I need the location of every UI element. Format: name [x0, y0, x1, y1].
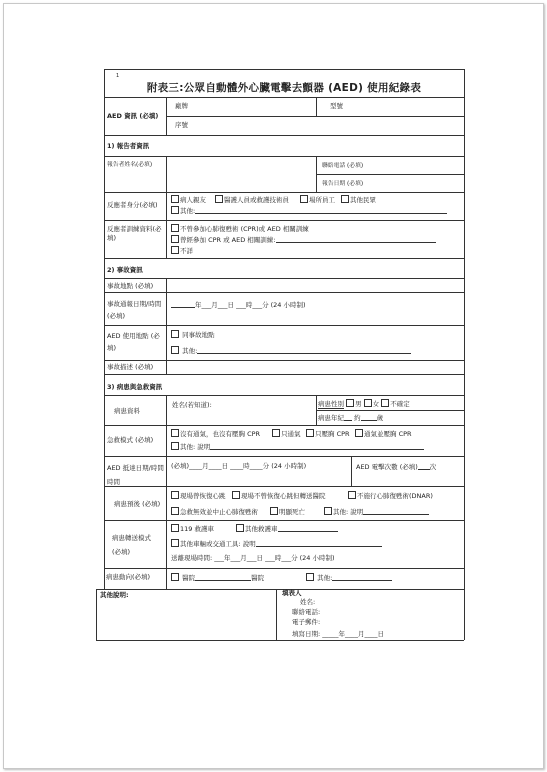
- aed-serial-label: 序號: [175, 121, 188, 129]
- checkbox[interactable]: [381, 399, 389, 407]
- identity-option-2[interactable]: 醫護人員或救護技術員: [215, 195, 289, 205]
- checkbox[interactable]: [324, 507, 332, 515]
- aed-brand-field[interactable]: [214, 100, 312, 114]
- identity-other[interactable]: 其他:: [171, 206, 447, 216]
- reporter-section-title: 1) 報告者資訊: [107, 142, 150, 150]
- event-location-field[interactable]: [168, 280, 462, 291]
- aed-arrival-label: AED 抵達日期/時間 時間: [107, 464, 164, 486]
- filler-phone[interactable]: 聯絡電話:: [292, 608, 321, 616]
- rescue-option-2[interactable]: 只通氣: [272, 429, 301, 439]
- aed-info-label: AED 資訊 (必填): [107, 112, 159, 120]
- event-description-label: 事故描述 (必填): [107, 363, 154, 371]
- checkbox[interactable]: [171, 330, 179, 338]
- identity-option-3[interactable]: 場所員工: [300, 195, 335, 205]
- aed-location-label: AED 使用地點 (必填): [107, 332, 160, 352]
- aed-model-field[interactable]: [360, 100, 460, 114]
- checkbox[interactable]: [232, 491, 240, 499]
- checkbox[interactable]: [171, 246, 179, 254]
- prognosis-option-1[interactable]: 現場曾恢復心跳: [171, 491, 226, 501]
- filler-name[interactable]: 姓名:: [300, 598, 316, 606]
- checkbox[interactable]: [215, 195, 223, 203]
- checkbox[interactable]: [171, 539, 179, 547]
- checkbox[interactable]: [171, 524, 179, 532]
- event-time-field[interactable]: 年___月___日 ___時___分 (24 小時制): [171, 300, 306, 310]
- reporter-date-label: 報告日期 (必填): [322, 181, 364, 187]
- shock-count[interactable]: AED 電擊次數 (必填) 次: [356, 463, 437, 471]
- filler-title: 填表人: [282, 589, 302, 597]
- reporter-date-field[interactable]: [380, 177, 462, 190]
- reporter-identity-label: 反應者身分(必填): [107, 201, 158, 209]
- checkbox[interactable]: [306, 429, 314, 437]
- checkbox[interactable]: [355, 429, 363, 437]
- rescue-mode-label: 急救模式 (必填): [107, 436, 154, 444]
- transfer-label: 病患轉送模式 (必填): [112, 534, 151, 556]
- checkbox[interactable]: [171, 224, 179, 232]
- rescue-option-4[interactable]: 通氣並壓胸 CPR: [355, 429, 412, 439]
- transfer-time[interactable]: 送離現場時間: ___年___月___日 ___時___分 (24 小時制): [171, 554, 335, 562]
- destination-label: 病患動向(必填): [106, 573, 151, 581]
- reporter-training-label: 反應者訓練資料(必填): [107, 225, 162, 242]
- event-section-title: 2) 事故資訊: [107, 266, 143, 274]
- prognosis-option-2[interactable]: 現場不曾恢復心跳但轉送醫院: [232, 491, 326, 501]
- training-option-1[interactable]: 不曾參加心肺復甦術 (CPR)或 AED 相關訓練: [171, 224, 309, 234]
- destination-hospital[interactable]: 醫院 醫院: [171, 573, 264, 583]
- aed-brand-label: 廠牌: [175, 102, 188, 110]
- transfer-option-1[interactable]: 119 救護車: [171, 524, 214, 534]
- patient-age[interactable]: 病患年紀 約 歲: [318, 414, 384, 422]
- rescue-other[interactable]: 其他: 說明: [171, 442, 424, 452]
- checkbox[interactable]: [171, 346, 179, 354]
- patient-section-title: 3) 病患與急救資訊: [107, 383, 163, 391]
- reporter-phone-label: 聯絡電話 (必填): [322, 163, 364, 169]
- aed-serial-field[interactable]: [214, 119, 460, 133]
- patient-name-label: 姓名(若知道):: [172, 401, 212, 409]
- aed-location-same[interactable]: 同事故地點: [171, 330, 215, 340]
- prognosis-option-6[interactable]: 其他: 說明: [324, 507, 429, 517]
- checkbox[interactable]: [171, 206, 179, 214]
- filler-email[interactable]: 電子郵件:: [292, 618, 321, 626]
- reporter-phone-field[interactable]: [380, 159, 462, 172]
- notes-label: 其他說明:: [100, 591, 129, 599]
- aed-arrival-field[interactable]: (必填)____月____日 ____時____分 (24 小時制): [171, 462, 307, 470]
- notes-field[interactable]: [98, 600, 274, 638]
- prognosis-option-4[interactable]: 急救無效並中止心肺復甦術: [171, 507, 258, 517]
- rescue-option-1[interactable]: 沒有通氣，也沒有壓胸 CPR: [171, 429, 260, 439]
- aed-model-label: 型號: [330, 102, 343, 110]
- patient-info-label: 病患資料: [114, 407, 140, 415]
- checkbox[interactable]: [341, 195, 349, 203]
- prognosis-label: 病患預後 (必填): [114, 500, 161, 508]
- transfer-option-3[interactable]: 其他車輛或交通工具: 說明: [171, 539, 382, 549]
- prognosis-option-3[interactable]: 不施行心肺復甦術(DNAR): [348, 491, 433, 501]
- event-time-label: 事故通報日期/時間(必填): [107, 300, 162, 320]
- aed-location-other[interactable]: 其他:: [171, 346, 411, 356]
- checkbox[interactable]: [346, 399, 354, 407]
- checkbox[interactable]: [171, 573, 179, 581]
- rescue-option-3[interactable]: 只壓胸 CPR: [306, 429, 350, 439]
- reporter-name-label: 報告者姓名(必填): [107, 162, 153, 168]
- checkbox[interactable]: [270, 507, 278, 515]
- checkbox[interactable]: [171, 429, 179, 437]
- identity-option-1[interactable]: 病人親友: [171, 195, 206, 205]
- reporter-name-field[interactable]: [168, 158, 314, 190]
- checkbox[interactable]: [348, 491, 356, 499]
- transfer-option-2[interactable]: 其他救護車: [236, 524, 338, 534]
- filler-date[interactable]: 填寫日期: _____年____月____日: [292, 630, 385, 638]
- checkbox[interactable]: [171, 195, 179, 203]
- training-option-3[interactable]: 不詳: [171, 246, 193, 256]
- checkbox[interactable]: [171, 235, 179, 243]
- destination-other[interactable]: 其他:: [306, 573, 392, 583]
- identity-option-4[interactable]: 其他民眾: [341, 195, 376, 205]
- training-option-2[interactable]: 曾經參加 CPR 或 AED 相關訓練:: [171, 235, 436, 245]
- checkbox[interactable]: [171, 491, 179, 499]
- form-title: 附表三:公眾自動體外心臟電擊去顫器 (AED) 使用紀錄表: [146, 82, 422, 94]
- checkbox[interactable]: [236, 524, 244, 532]
- checkbox[interactable]: [171, 442, 179, 450]
- event-description-field[interactable]: [168, 362, 462, 373]
- checkbox[interactable]: [171, 507, 179, 515]
- checkbox[interactable]: [364, 399, 372, 407]
- patient-gender: 病患性別 男 女 不確定: [318, 400, 410, 408]
- checkbox[interactable]: [300, 195, 308, 203]
- patient-name-field[interactable]: [222, 399, 314, 423]
- prognosis-option-5[interactable]: 明顯死亡: [270, 507, 305, 517]
- page-frame: [3, 3, 544, 769]
- event-location-label: 事故地點 (必填): [107, 282, 154, 290]
- checkbox[interactable]: [272, 429, 280, 437]
- checkbox[interactable]: [306, 573, 314, 581]
- page-number: 1: [116, 73, 120, 79]
